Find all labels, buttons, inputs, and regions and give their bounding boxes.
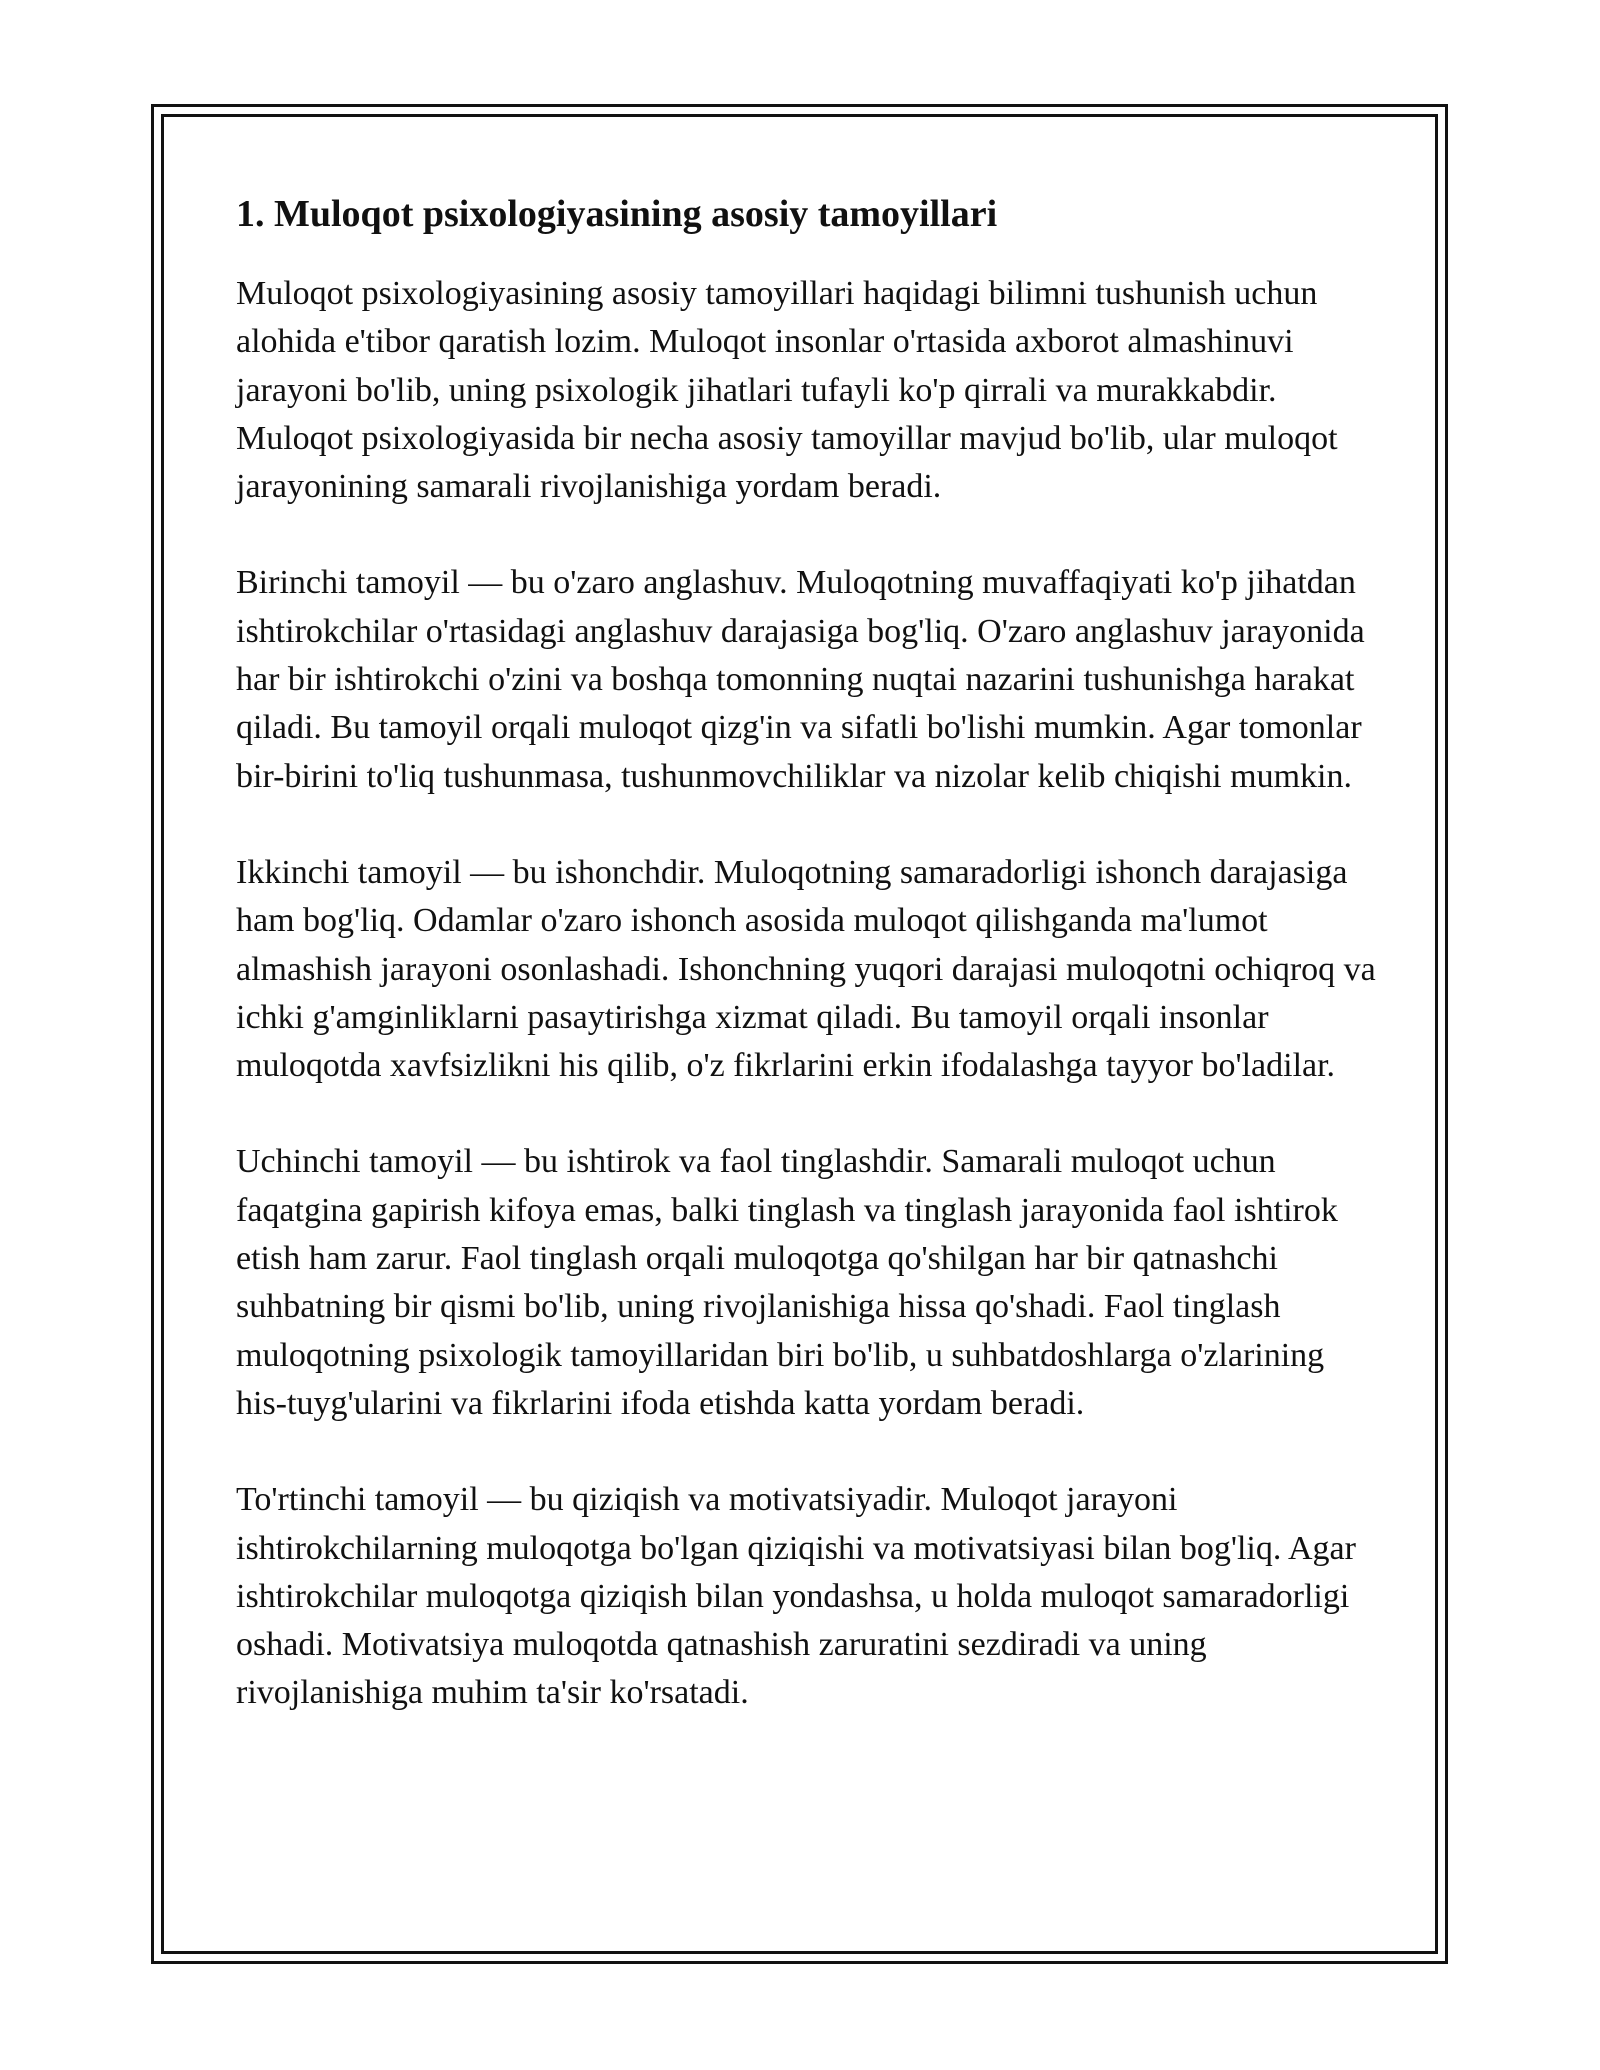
- section-heading: 1. Muloqot psixologiyasining asosiy tamoyillari: [236, 193, 998, 235]
- paragraph-first-principle: Birinchi tamoyil — bu o'zaro anglashuv. Muloqotning muvaffaqiyati ko'p jihatdan ishtirokchilar o'rtasidagi anglashuv darajasiga bog'liq. O'zaro anglashuv jarayonida har bir ishtirokchi o'zini va boshqa tomonning nuqtai nazarini tushunishga harakat qiladi. Bu tamoyil orqali muloqot qizg'in va sifatli bo'lishi mumkin. Agar tomonlar bir-birini to'liq tushunmasa, tushunmovchiliklar va nizolar kelib chiqishi mumkin.: [236, 564, 1365, 795]
- paragraph-intro: Muloqot psixologiyasining asosiy tamoyillari haqidagi bilimni tushunish uchun alohida e'tibor qaratish lozim. Muloqot insonlar o'rtasida axborot almashinuvi jarayoni bo'lib, uning psixologik jihatlari tufayli ko'p qirrali va murakkabdir. Muloqot psixologiyasida bir necha asosiy tamoyillar mavjud bo'lib, ular muloqot jarayonining samarali rivojlanishiga yordam beradi.: [236, 275, 1338, 506]
- paragraph-fourth-principle: To'rtinchi tamoyil — bu qiziqish va motivatsiyadir. Muloqot jarayoni ishtirokchilarning muloqotga bo'lgan qiziqishi va motivatsiyasi bilan bog'liq. Agar ishtirokchilar muloqotga qiziqish bilan yondashsa, u holda muloqot samaradorligi oshadi. Motivatsiya muloqotda qatnashish zaruratini sezdiradi va uning rivojlanishiga muhim ta'sir ko'rsatadi.: [236, 1481, 1356, 1712]
- paragraph-third-principle: Uchinchi tamoyil — bu ishtirok va faol tinglashdir. Samarali muloqot uchun faqatgina gapirish kifoya emas, balki tinglash va tinglash jarayonida faol ishtirok etish ham zarur. Faol tinglash orqali muloqotga qo'shilgan har bir qatnashchi suhbatning bir qismi bo'lib, uning rivojlanishiga hissa qo'shadi. Faol tinglash muloqotning psixologik tamoyillaridan biri bo'lib, u suhbatdoshlarga o'zlarining his-tuyg'ularini va fikrlarini ifoda etishda katta yordam beradi.: [236, 1143, 1338, 1422]
- document-body: [236, 188, 1376, 1766]
- paragraph-second-principle: Ikkinchi tamoyil — bu ishonchdir. Muloqotning samaradorligi ishonch darajasiga ham bog'liq. Odamlar o'zaro ishonch asosida muloqot qilishganda ma'lumot almashish jarayoni osonlashadi. Ishonchning yuqori darajasi muloqotni ochiqroq va ichki g'amginliklarni pasaytirishga xizmat qiladi. Bu tamoyil orqali insonlar muloqotda xavfsizlikni his qilib, o'z fikrlarini erkin ifodalashga tayyor bo'ladilar.: [236, 853, 1376, 1085]
